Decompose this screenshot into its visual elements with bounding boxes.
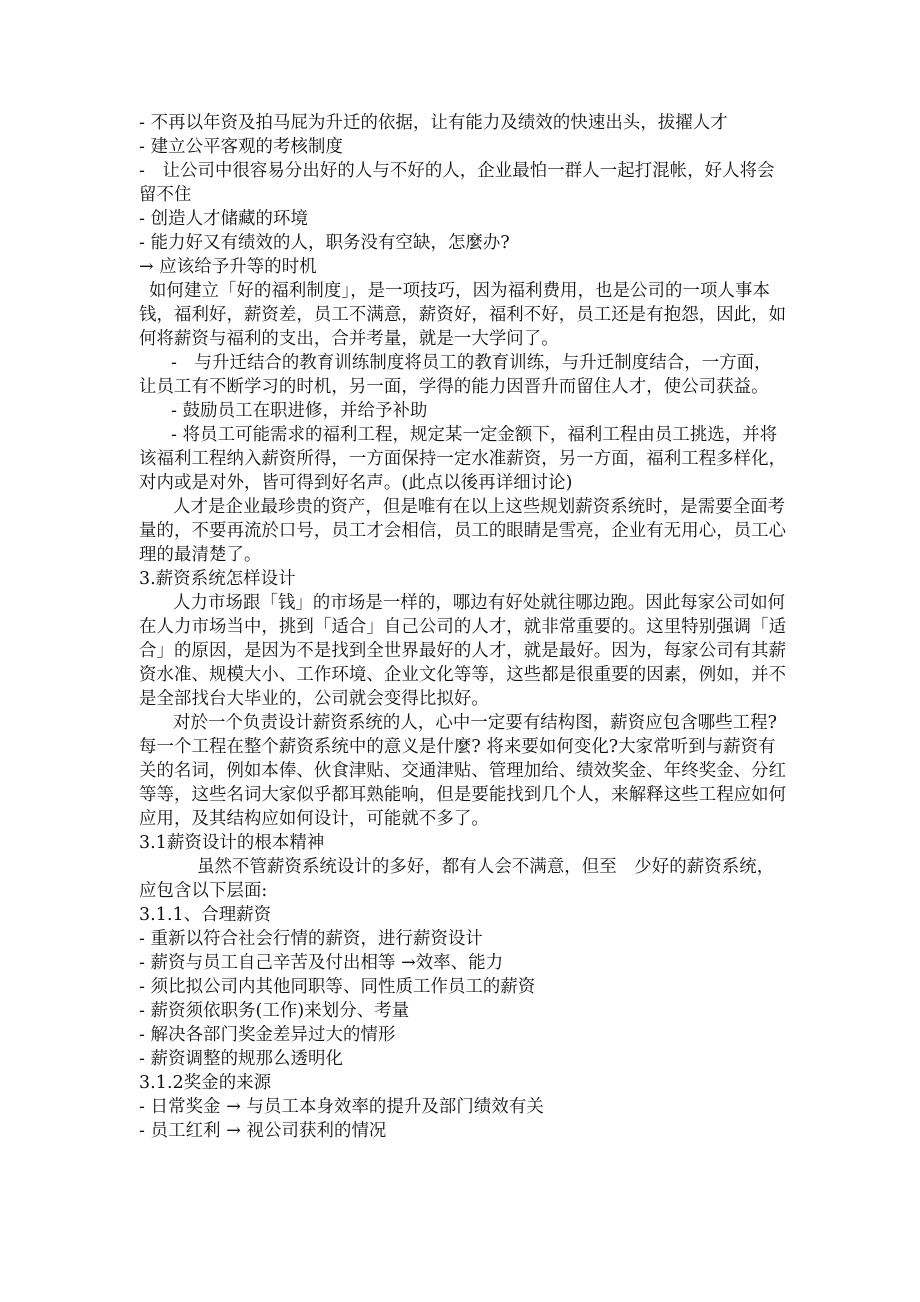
heading-section-3-1-2: 3.1.2奖金的来源 [139, 1073, 272, 1093]
paragraph-welfare-system: 如何建立「好的福利制度」，是一项技巧，因为福利费用，也是公司的一项人事本钱，福利好，薪资差，员工不满意，薪资好，福利不好，员工还是有抱怨，因此，如何将薪资与福利的支出，合并考量，就是一大学问了。 [139, 281, 787, 349]
document-page [139, 111, 787, 1143]
arrow-promotion-timing: → 应该给予升等的时机 [139, 257, 317, 277]
bullet-no-vacancy: - 能力好又有绩效的人，职务没有空缺，怎麼办? [139, 233, 510, 253]
bullet-market-salary: - 重新以符合社会行情的薪资，进行薪资设计 [139, 929, 483, 949]
paragraph-talent-asset: 人才是企业最珍贵的资产，但是唯有在以上这些规划薪资系统时，是需要全面考量的，不要再流於口号，员工才会相信，员工的眼睛是雪亮，企业有无用心，员工心理的最清楚了。 [139, 497, 787, 565]
bullet-transparent-adjustment: - 薪资调整的规那么透明化 [139, 1049, 344, 1069]
bullet-effort-pay: - 薪资与员工自己辛苦及付出相等 →效率、能力 [139, 953, 504, 973]
bullet-job-based: - 薪资须依职务(工作)来划分、考量 [139, 1001, 410, 1021]
paragraph-salary-structure: 对於一个负责设计薪资系统的人，心中一定要有结构图，薪资应包含哪些工程? 每一个工程在整个薪资系统中的意义是什麼? 将来要如何变化?大家常听到与薪资有关的名词，例如本俸、伙食津贴、交通津贴、管理加给、绩效奖金、年终奖金、分红等等，这些名词大家似乎都耳熟能响，但是要能找到几个人，来解释这些工程应如何应用，及其结构应如何设计，可能就不多了。 [139, 713, 787, 829]
bullet-encourage-study: - 鼓励员工在职进修，并给予补助 [171, 401, 428, 421]
bullet-fair-evaluation: - 建立公平客观的考核制度 [139, 137, 344, 157]
heading-section-3: 3.薪资系统怎样设计 [139, 569, 296, 589]
paragraph-training-promotion: - 与升迁结合的教育训练制度将员工的教育训练，与升迁制度结合，一方面，让员工有不断学习的时机，另一面，学得的能力因晋升而留住人才，使公司获益。 [139, 353, 772, 397]
paragraph-welfare-projects: - 将员工可能需求的福利工程，规定某一定金额下，福利工程由员工挑选，并将该福利工程纳入薪资所得，一方面保持一定水准薪资，另一方面，福利工程多样化，对内或是对外，皆可得到好名声。(此点以後再详细讨论) [139, 425, 787, 493]
bullet-distinguish-people: - 让公司中很容易分出好的人与不好的人，企业最怕一群人一起打混帐，好人将会留不住 [139, 161, 775, 205]
paragraph-salary-spirit: 虽然不管薪资系统设计的多好，都有人会不满意，但至 少好的薪资系统，应包含以下层面: [139, 857, 775, 901]
bullet-promotion-basis: - 不再以年资及拍马屁为升迁的依据，让有能力及绩效的快速出头，拔擢人才 [139, 113, 728, 133]
paragraph-labor-market: 人力市场跟「钱」的市场是一样的，哪边有好处就往哪边跑。因此每家公司如何在人力市场当中，挑到「适合」自己公司的人才，就非常重要的。这里特别强调「适合」的原因，是因为不是找到全世界最好的人才，就是最好。因为，每家公司有其薪资水准、规模大小、工作环境、企业文化等等，这些都是很重要的因素，例如，并不是全部找台大毕业的，公司就会变得比拟好。 [139, 593, 787, 709]
bullet-daily-bonus: - 日常奖金 → 与员工本身效率的提升及部门绩效有关 [139, 1097, 544, 1117]
bullet-employee-dividend: - 员工红利 → 视公司获利的情况 [139, 1121, 387, 1141]
heading-section-3-1-1: 3.1.1、合理薪资 [139, 905, 272, 925]
bullet-compare-salary: - 须比拟公司内其他同职等、同性质工作员工的薪资 [139, 977, 536, 997]
bullet-bonus-gap: - 解决各部门奖金差异过大的情形 [139, 1025, 396, 1045]
bullet-talent-reserve: - 创造人才储藏的环境 [139, 209, 309, 229]
heading-section-3-1: 3.1薪资设计的根本精神 [139, 833, 325, 853]
